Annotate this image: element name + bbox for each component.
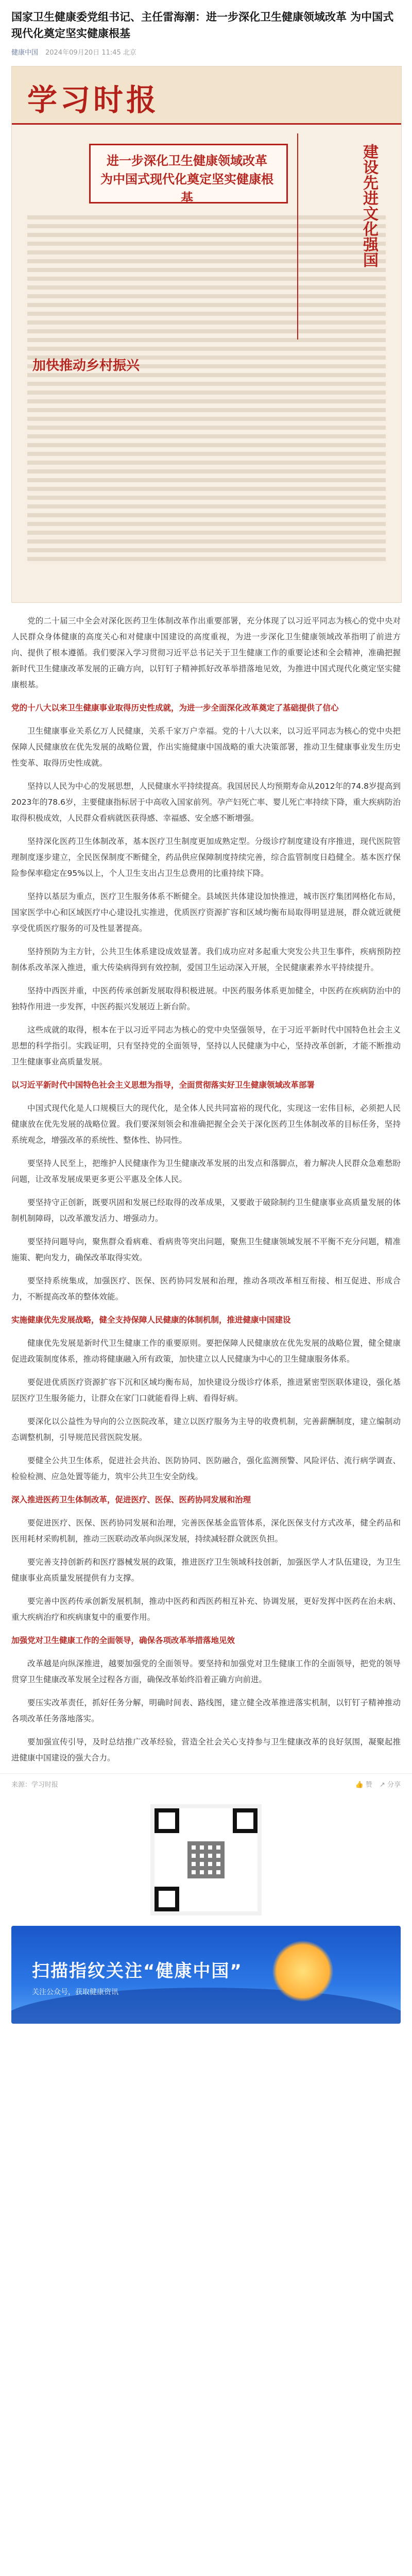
paragraph: 这些成就的取得，根本在于以习近平同志为核心的党中央坚强领导，在于习近平新时代中国特色社会主义思想的科学指引。实践证明，只有坚持党的全面领导，坚持以人民健康为中心，坚持改革创新，才能不断推动卫生健康事业高质量发展。	[11, 1025, 401, 1066]
paragraph: 要深化以公益性为导向的公立医院改革，建立以医疗服务为主导的收费机制，完善薪酬制度，建立编制动态调整机制，引导规范民营医院发展。	[11, 1417, 401, 1442]
paragraph: 坚持中西医并重，中医药传承创新发展取得积极进展。中医药服务体系更加健全，中医药在疾病防治中的独特作用进一步发挥，中医药振兴发展迈上新台阶。	[11, 986, 401, 1011]
follow-banner[interactable]	[11, 1926, 401, 2024]
paragraph: 要坚持守正创新，既要巩固和发展已经取得的改革成果，又要敢于破除制约卫生健康事业高质量发展的体制机制障碍，以改革激发活力、增强动力。	[11, 1198, 401, 1223]
section-heading: 党的十八大以来卫生健康事业取得历史性成就，为进一步全面深化改革奠定了基础提供了信心	[11, 703, 339, 713]
paragraph: 中国式现代化是人口规模巨大的现代化，是全体人民共同富裕的现代化，实现这一宏伟目标，必须把人民健康放在优先发展的战略位置。我们要深刻领会和准确把握全会关于深化医药卫生体制改革的目标任务，坚持系统观念，增强改革的系统性、整体性、协同性。	[11, 1104, 401, 1145]
qr-code[interactable]	[150, 1804, 262, 1916]
article-footer	[0, 1773, 412, 1794]
cover-side-title: 建设先进文化强国	[360, 144, 378, 267]
paragraph: 要坚持人民至上，把维护人民健康作为卫生健康改革发展的出发点和落脚点，着力解决人民群众急难愁盼问题，让改革发展成果更多更公平惠及全体人民。	[11, 1159, 401, 1184]
section-heading: 以习近平新时代中国特色社会主义思想为指导，全面贯彻落实好卫生健康领域改革部署	[11, 1080, 315, 1090]
cover-sub-headline: 加快推动乡村振兴	[32, 358, 140, 374]
like-button[interactable]	[355, 1779, 372, 1789]
promo-area	[11, 1804, 401, 2024]
account-name[interactable]: 健康中国	[11, 49, 39, 57]
paragraph: 改革越是向纵深推进，越要加强党的全面领导。要坚持和加强党对卫生健康工作的全面领导，把党的领导贯穿卫生健康改革发展全过程各方面，确保改革始终沿着正确方向前进。	[11, 1659, 401, 1684]
article-header	[0, 0, 412, 57]
article-title: 国家卫生健康委党组书记、主任雷海潮：进一步深化卫生健康领域改革 为中国式现代化奠定坚实健康根基	[11, 11, 394, 40]
paragraph: 卫生健康事业关系亿万人民健康，关系千家万户幸福。党的十八大以来，以习近平同志为核心的党中央把保障人民健康放在优先发展的战略位置，作出实施健康中国战略的重大决策部署，推动卫生健康事业发生历史性变革、取得历史性成就。	[11, 726, 401, 768]
article-meta	[11, 47, 401, 57]
thumb-icon: 👍	[355, 1781, 364, 1789]
paragraph: 党的二十届三中全会对深化医药卫生体制改革作出重要部署，充分体现了以习近平同志为核心的党中央对人民群众身体健康的高度关心和对健康中国建设的高度重视，为进一步深化卫生健康领域改革指明了前进方向、提供了根本遵循。我们要深入学习贯彻习近平总书记关于卫生健康工作的重要论述和全会精神，准确把握新时代卫生健康改革发展的正确方向，以钉钉子精神抓好改革举措落地见效，为推进中国式现代化奠定坚实健康根基。	[11, 616, 401, 689]
paragraph: 要完善支持创新药和医疗器械发展的政策，推进医疗卫生领域科技创新，加强医学人才队伍建设，为卫生健康事业高质量发展提供有力支撑。	[11, 1557, 401, 1583]
publish-date: 2024年09月20日 11:45 北京	[45, 49, 136, 57]
paragraph: 要健全公共卫生体系，促进社会共治、医防协同、医防融合，强化监测预警、风险评估、流行病学调查、检验检测、应急处置等能力，筑牢公共卫生安全防线。	[11, 1456, 401, 1481]
section-heading: 加强党对卫生健康工作的全面领导，确保各项改革举措落地见效	[11, 1636, 235, 1645]
paragraph: 要加强宣传引导，及时总结推广改革经验，营造全社会关心支持参与卫生健康改革的良好氛围，凝聚起推进健康中国建设的强大合力。	[11, 1737, 401, 1762]
source-label: 来源：学习时报	[11, 1781, 59, 1789]
share-label: 分享	[387, 1781, 401, 1789]
banner-title: 扫描指纹关注“健康中国”	[32, 1961, 243, 1981]
banner-subtitle: 关注公众号，获取健康资讯	[32, 1988, 118, 1996]
paragraph: 健康优先发展是新时代卫生健康工作的重要原则。要把保障人民健康放在优先发展的战略位置，健全健康促进政策制度体系，推动将健康融入所有政策，加快建立以人民健康为中心的卫生健康服务体系。	[11, 1338, 401, 1364]
share-icon: ↗	[379, 1781, 385, 1789]
paragraph: 坚持深化医药卫生体制改革，基本医疗卫生制度更加成熟定型。分级诊疗制度建设有序推进，现代医院管理制度逐步建立，全民医保制度不断健全，药品供应保障制度持续完善，综合监管制度日趋健全。基本医疗保险参保率稳定在95%以上，个人卫生支出占卫生总费用的比重持续下降。	[11, 837, 401, 878]
paragraph: 坚持以人民为中心的发展思想，人民健康水平持续提高。我国居民人均预期寿命从2012年的74.8岁提高到2023年的78.6岁，主要健康指标居于中高收入国家前列。孕产妇死亡率、婴儿死亡率持续下降，重大疾病防治取得积极成效，人民群众看病就医获得感、幸福感、安全感不断增强。	[11, 782, 401, 823]
cover-headline: 进一步深化卫生健康领域改革 为中国式现代化奠定坚实健康根基	[100, 154, 273, 205]
paragraph: 要完善中医药传承创新发展机制，推动中医药和西医药相互补充、协调发展，更好发挥中医药在治未病、重大疾病治疗和疾病康复中的重要作用。	[11, 1597, 401, 1622]
share-button[interactable]	[380, 1779, 401, 1789]
paragraph: 坚持以基层为重点，医疗卫生服务体系不断健全。县域医共体建设加快推进，城市医疗集团网格化布局，国家医学中心和区域医疗中心建设扎实推进，优质医疗资源扩容和区域均衡布局取得明显进展，群众就近就便享受优质医疗服务的可及性显著提高。	[11, 892, 401, 933]
paragraph: 要促进医疗、医保、医药协同发展和治理，完善医保基金监管体系，深化医保支付方式改革，健全药品和医用耗材采购机制，推动三医联动改革向纵深发展，持续减轻群众就医负担。	[11, 1518, 401, 1544]
newspaper-masthead: 学习时报	[27, 82, 160, 117]
paragraph: 坚持预防为主方针，公共卫生体系建设成效显著。我们成功应对多起重大突发公共卫生事件，疾病预防控制体系改革深入推进，重大传染病得到有效控制，爱国卫生运动深入开展，全民健康素养水平持续提升。	[11, 947, 401, 972]
section-heading: 深入推进医药卫生体制改革，促进医疗、医保、医药协同发展和治理	[11, 1495, 251, 1504]
cover-side-column	[297, 133, 388, 340]
section-heading: 实施健康优先发展战略，健全支持保障人民健康的体制机制，推进健康中国建设	[11, 1315, 291, 1325]
paragraph: 要坚持系统集成，加强医疗、医保、医药协同发展和治理，推动各项改革相互衔接、相互促进、形成合力，不断提高改革的整体效能。	[11, 1276, 401, 1301]
article-body	[0, 608, 412, 1766]
paragraph: 要压实改革责任，抓好任务分解，明确时间表、路线图，建立健全改革推进落实机制，以钉钉子精神推动各项改革任务落地落实。	[11, 1698, 401, 1723]
cover-image	[11, 66, 401, 603]
like-label: 赞	[365, 1781, 372, 1789]
paragraph: 要促进优质医疗资源扩容下沉和区域均衡布局，加快建设分级诊疗体系，推进紧密型医联体建设，强化基层医疗卫生服务能力，让群众在家门口就能看得上病、看得好病。	[11, 1378, 401, 1403]
paragraph: 要坚持问题导向，聚焦群众看病难、看病贵等突出问题，聚焦卫生健康领域发展不平衡不充分问题，精准施策、靶向发力，确保改革取得实效。	[11, 1237, 401, 1262]
banner-sun-graphic	[272, 1940, 334, 2002]
